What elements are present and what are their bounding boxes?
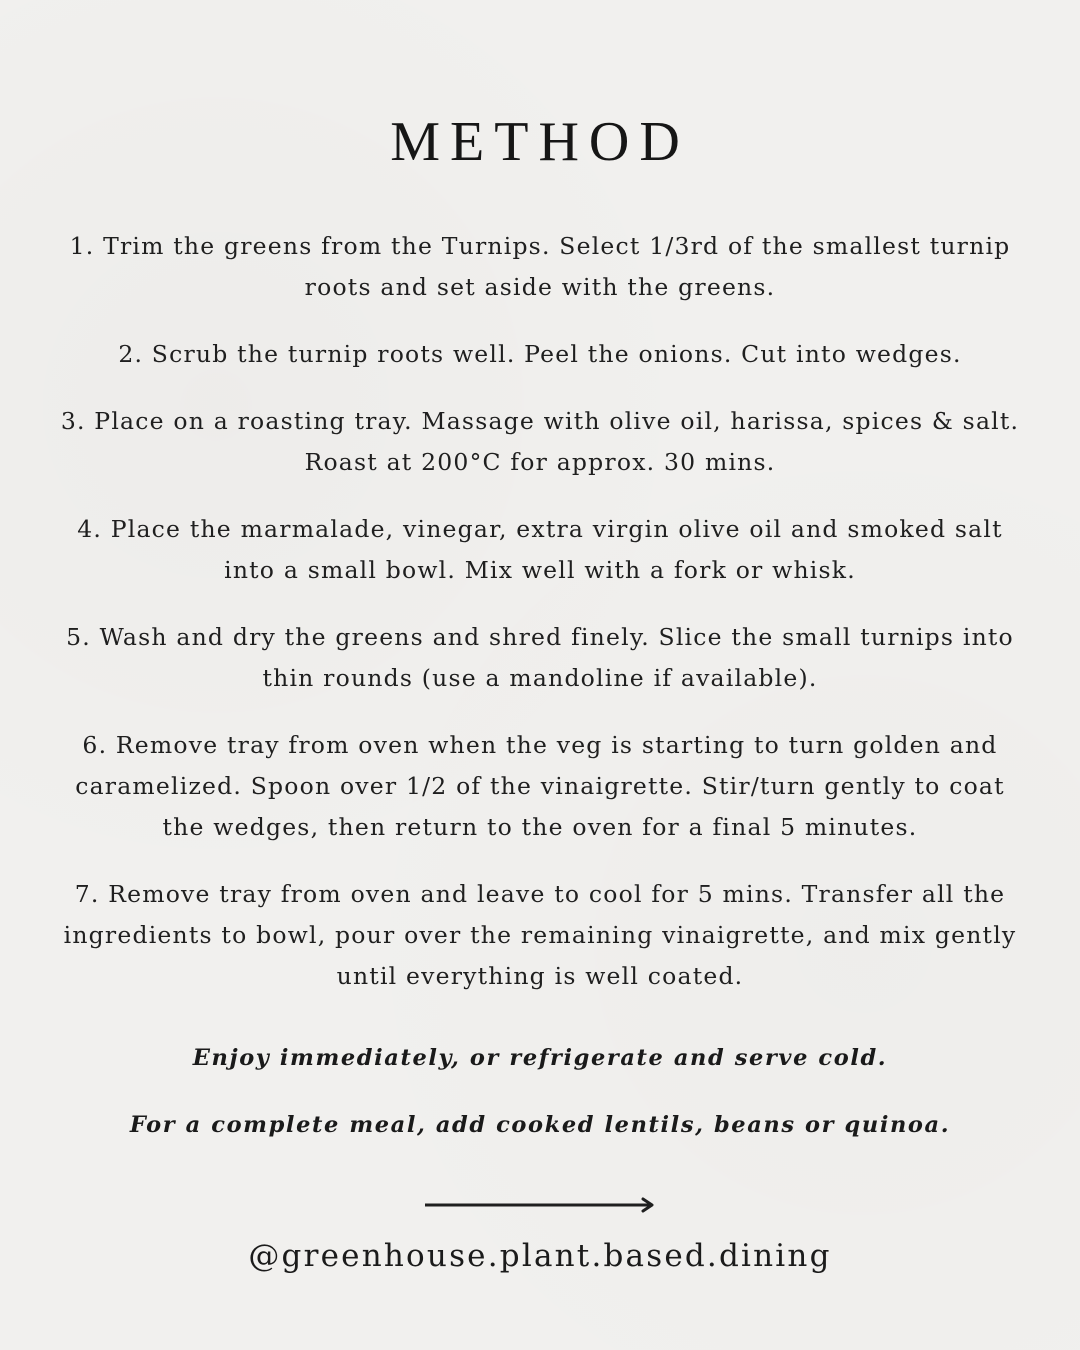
- method-step-3: 3. Place on a roasting tray. Massage with olive oil, harissa, spices & salt. Roast at 200°C for approx. 30 mins.: [60, 407, 1020, 476]
- method-step-4: 4. Place the marmalade, vinegar, extra virgin olive oil and smoked salt into a small bowl. Mix well with a fork or whisk.: [77, 515, 1003, 584]
- arrow-right-icon[interactable]: [425, 1194, 657, 1216]
- method-step-7: 7. Remove tray from oven and leave to cool for 5 mins. Transfer all the ingredients to bowl, pour over the remaining vinaigrette, and mix gently until everything is well coated.: [63, 880, 1017, 990]
- social-handle: @greenhouse.plant.based.dining: [248, 1238, 832, 1274]
- complete-meal-note: For a complete meal, add cooked lentils, beans or quinoa.: [129, 1112, 951, 1138]
- page-title: METHOD: [390, 111, 690, 173]
- method-step-1: 1. Trim the greens from the Turnips. Select 1/3rd of the smallest turnip roots and set aside with the greens.: [69, 232, 1011, 301]
- method-step-6: 6. Remove tray from oven when the veg is starting to turn golden and caramelized. Spoon over 1/2 of the vinaigrette. Stir/turn gently to coat the wedges, then return to the oven for a final 5 minutes.: [75, 731, 1005, 841]
- method-step-5: 5. Wash and dry the greens and shred finely. Slice the small turnips into thin rounds (use a mandoline if available).: [66, 623, 1014, 692]
- method-step-2: 2. Scrub the turnip roots well. Peel the onions. Cut into wedges.: [118, 340, 962, 368]
- serving-note: Enjoy immediately, or refrigerate and serve cold.: [192, 1045, 888, 1071]
- method-steps-list: [60, 226, 1020, 1023]
